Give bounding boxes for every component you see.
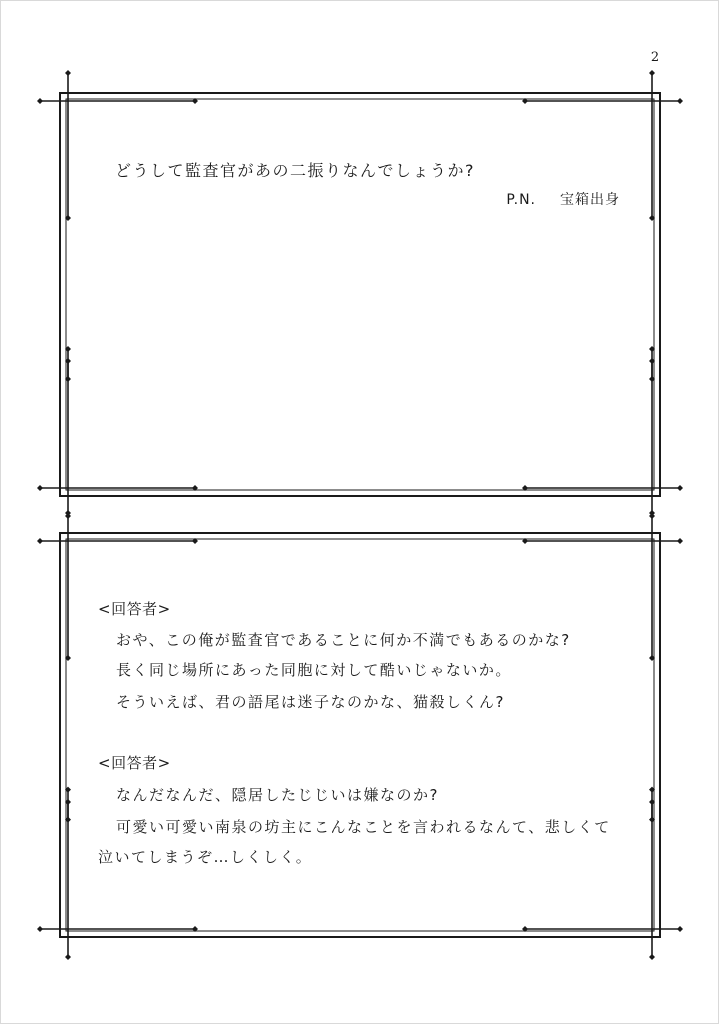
question-text: どうして監査官があの二振りなんでしょうか? — [115, 161, 475, 180]
ornament-diamond — [677, 98, 683, 104]
answer-2-heading: <回答者> — [98, 754, 171, 772]
answer-1-line-2: 長く同じ場所にあった同胞に対して酷いじゃないか。 — [116, 661, 512, 679]
answer-1-line-1: おや、この俺が監査官であることに何か不満でもあるのかな? — [116, 631, 571, 649]
question-frame — [37, 70, 683, 519]
ornament-diamond — [37, 538, 43, 544]
frame-outer — [60, 533, 660, 937]
pen-name — [506, 189, 620, 209]
page-number: 2 — [650, 50, 660, 65]
answer-1-line-3: そういえば、君の語尾は迷子なのかな、猫殺しくん? — [116, 693, 505, 711]
ornament-diamond — [677, 485, 683, 491]
pen-name-label: P.N. — [506, 192, 536, 208]
pen-name-value: 宝箱出身 — [560, 192, 620, 208]
answer-frame — [37, 510, 683, 960]
answer-2-line-2: 可愛い可愛い南泉の坊主にこんなことを言われるなんて、悲しくて — [116, 818, 611, 836]
ornament-diamond — [37, 926, 43, 932]
ornament-diamond — [649, 954, 655, 960]
answer-2-line-1: なんだなんだ、隠居したじじいは嫌なのか? — [116, 786, 439, 804]
frame-outer — [60, 93, 660, 496]
ornament-diamond — [65, 954, 71, 960]
ornament-diamond — [677, 538, 683, 544]
answer-1-heading: <回答者> — [98, 600, 171, 618]
ornament-diamond — [649, 70, 655, 76]
ornament-diamond — [677, 926, 683, 932]
ornament-diamond — [65, 70, 71, 76]
answer-2-line-3: 泣いてしまうぞ…しくしく。 — [98, 848, 313, 866]
ornament-diamond — [37, 98, 43, 104]
ornament-diamond — [65, 510, 71, 516]
ornament-diamond — [37, 485, 43, 491]
